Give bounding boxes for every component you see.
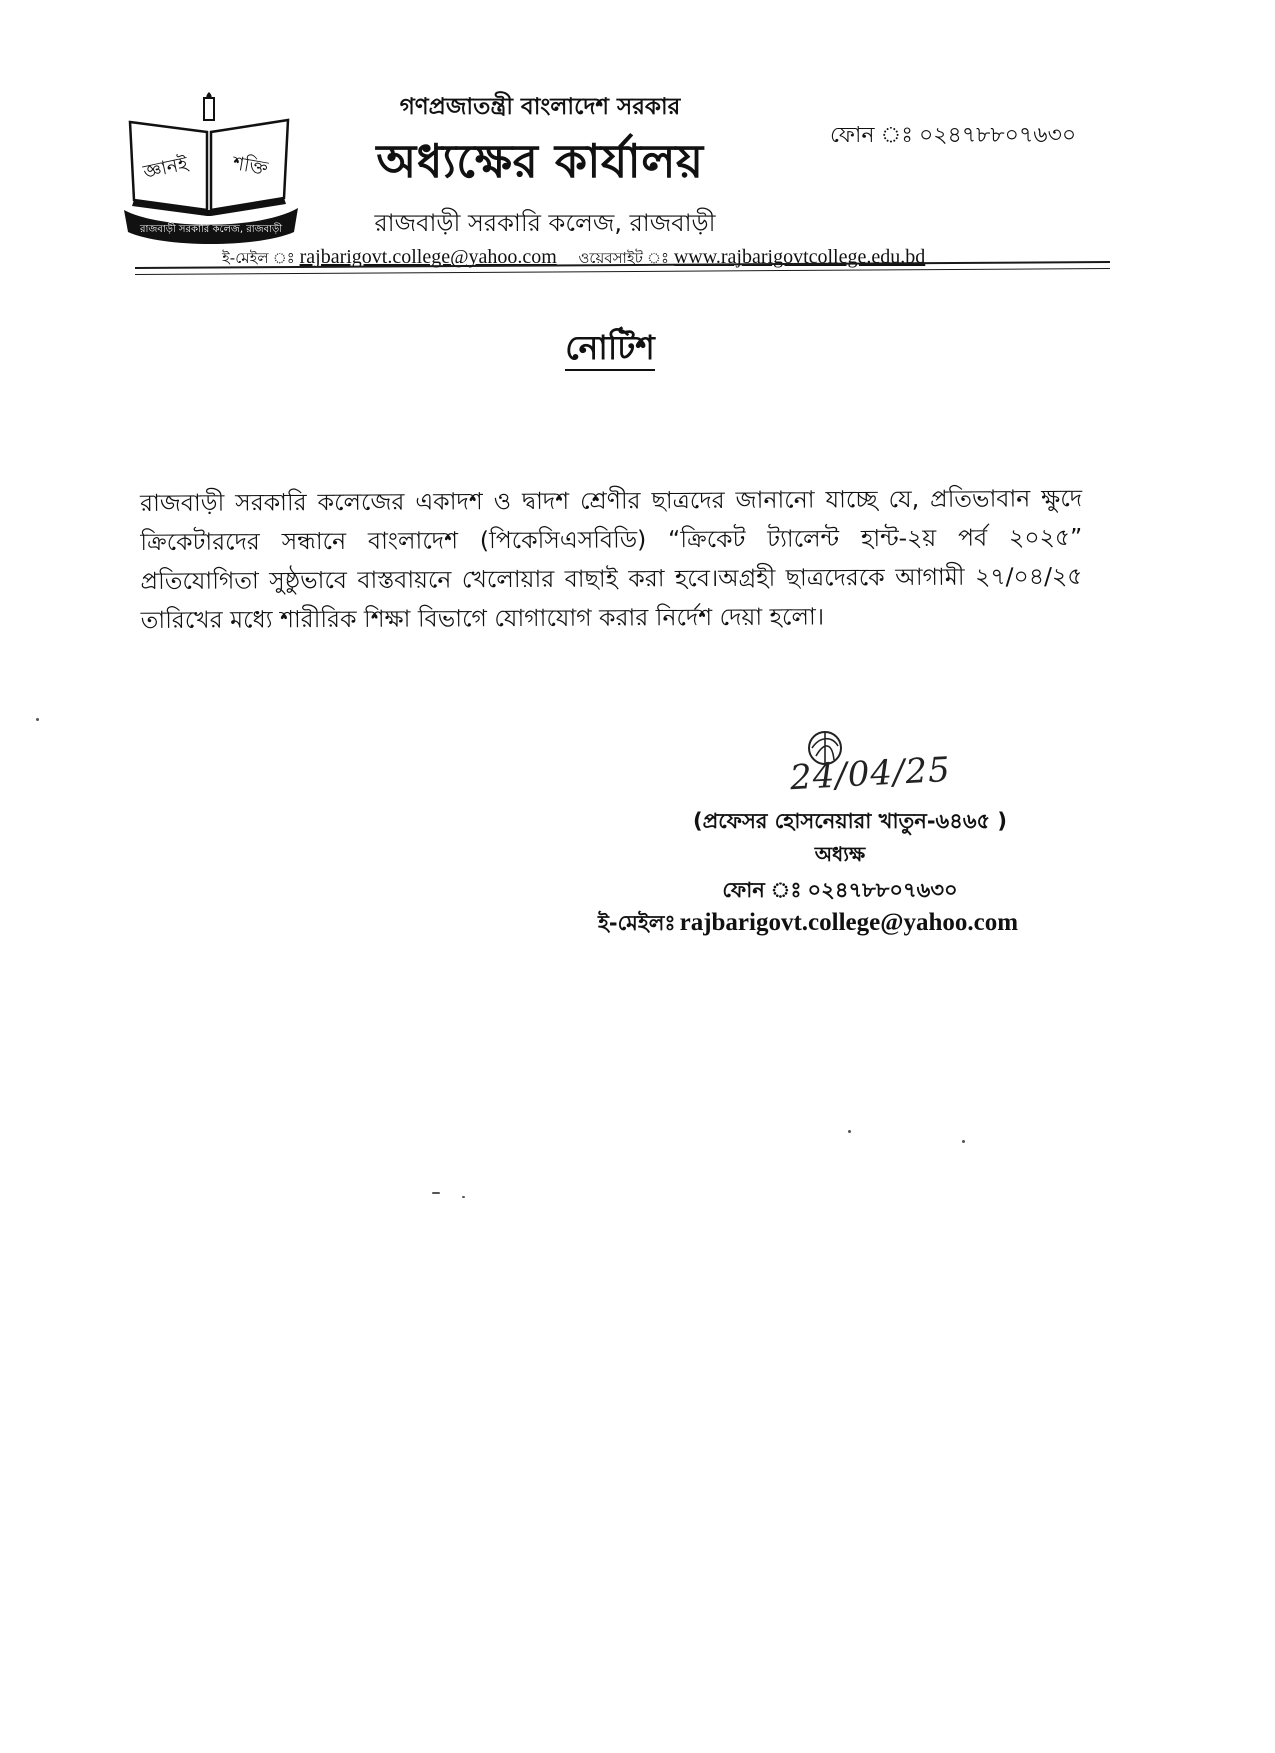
header-email-link[interactable]: rajbarigovt.college@yahoo.com bbox=[299, 246, 557, 268]
college-logo bbox=[122, 92, 300, 247]
notice-heading-text: নোটিশ bbox=[565, 328, 655, 371]
open-book-with-candle-icon bbox=[122, 92, 300, 247]
header-contact-line bbox=[222, 246, 925, 272]
header-phone bbox=[830, 118, 1076, 155]
signatory-email-link[interactable]: rajbarigovt.college@yahoo.com bbox=[679, 909, 1019, 936]
signatory-name: (প্রফেসর হোসনেয়ারা খাতুন-৬৪৬৫ ) bbox=[692, 809, 1008, 833]
scan-speck bbox=[462, 1196, 465, 1198]
scan-speck bbox=[432, 1192, 440, 1194]
signatory-email-label: ই-মেইলঃ bbox=[598, 911, 676, 935]
signatory-email bbox=[598, 907, 1018, 942]
office-title: অধ্যক্ষের কার্যালয় bbox=[376, 134, 704, 188]
header-phone-label: ফোন ঃ bbox=[830, 123, 913, 148]
header-phone-number: ০২৪৭৮৮০৭৬৩০ bbox=[918, 123, 1077, 148]
signatory-phone bbox=[700, 874, 980, 909]
notice-body: রাজবাড়ী সরকারি কলেজের একাদশ ও দ্বাদশ শ্রেণীর ছাত্রদের জানানো যাচ্ছে যে, প্রতিভাবান ক্ষুদে ক্রিকেটারদের সন্ধানে বাংলাদেশ (পিকেসিএসবিডি) “ক্রিকেট ট্যালেন্ট হান্ট-২য় পর্ব ২০২৫” প্রতিযোগিতা সুষ্ঠুভাবে বাস্তবায়নে খেলোয়ার বাছাই করা হবে।অগ্রহী ছাত্রদেরকে আগামী ২৭/০৪/২৫ তারিখের মধ্যে শারীরিক শিক্ষা বিভাগে যোগাযোগ করার নির্দেশ দেয়া হলো। bbox=[140, 484, 1083, 634]
signature-date: 24/04/25 bbox=[789, 749, 952, 799]
government-name: গণপ্রজাতন্ত্রী বাংলাদেশ সরকার bbox=[399, 94, 681, 120]
scan-speck bbox=[962, 1140, 965, 1143]
scan-speck bbox=[36, 718, 39, 721]
header-email-label: ই-মেইল ঃ bbox=[222, 249, 295, 267]
svg-text:জ্ঞানই: জ্ঞানই bbox=[141, 152, 190, 184]
signatory-phone-label: ফোন ঃ bbox=[722, 878, 802, 902]
header-website-label: ওয়েবসাইট ঃ bbox=[578, 249, 670, 267]
scan-speck bbox=[848, 1130, 851, 1133]
svg-text:শক্তি: শক্তি bbox=[231, 152, 270, 180]
notice-heading bbox=[520, 322, 700, 378]
signatory-designation: অধ্যক্ষ bbox=[814, 842, 866, 866]
svg-text:রাজবাড়ী সরকারি কলেজ, রাজবাড়ী: রাজবাড়ী সরকারি কলেজ, রাজবাড়ী bbox=[139, 224, 283, 235]
signatory-phone-number: ০২৪৭৮৮০৭৬৩০ bbox=[807, 878, 958, 902]
college-name: রাজবাড়ী সরকারি কলেজ, রাজবাড়ী bbox=[374, 209, 716, 237]
header-website-link[interactable]: www.rajbarigovtcollege.edu.bd bbox=[673, 246, 926, 268]
